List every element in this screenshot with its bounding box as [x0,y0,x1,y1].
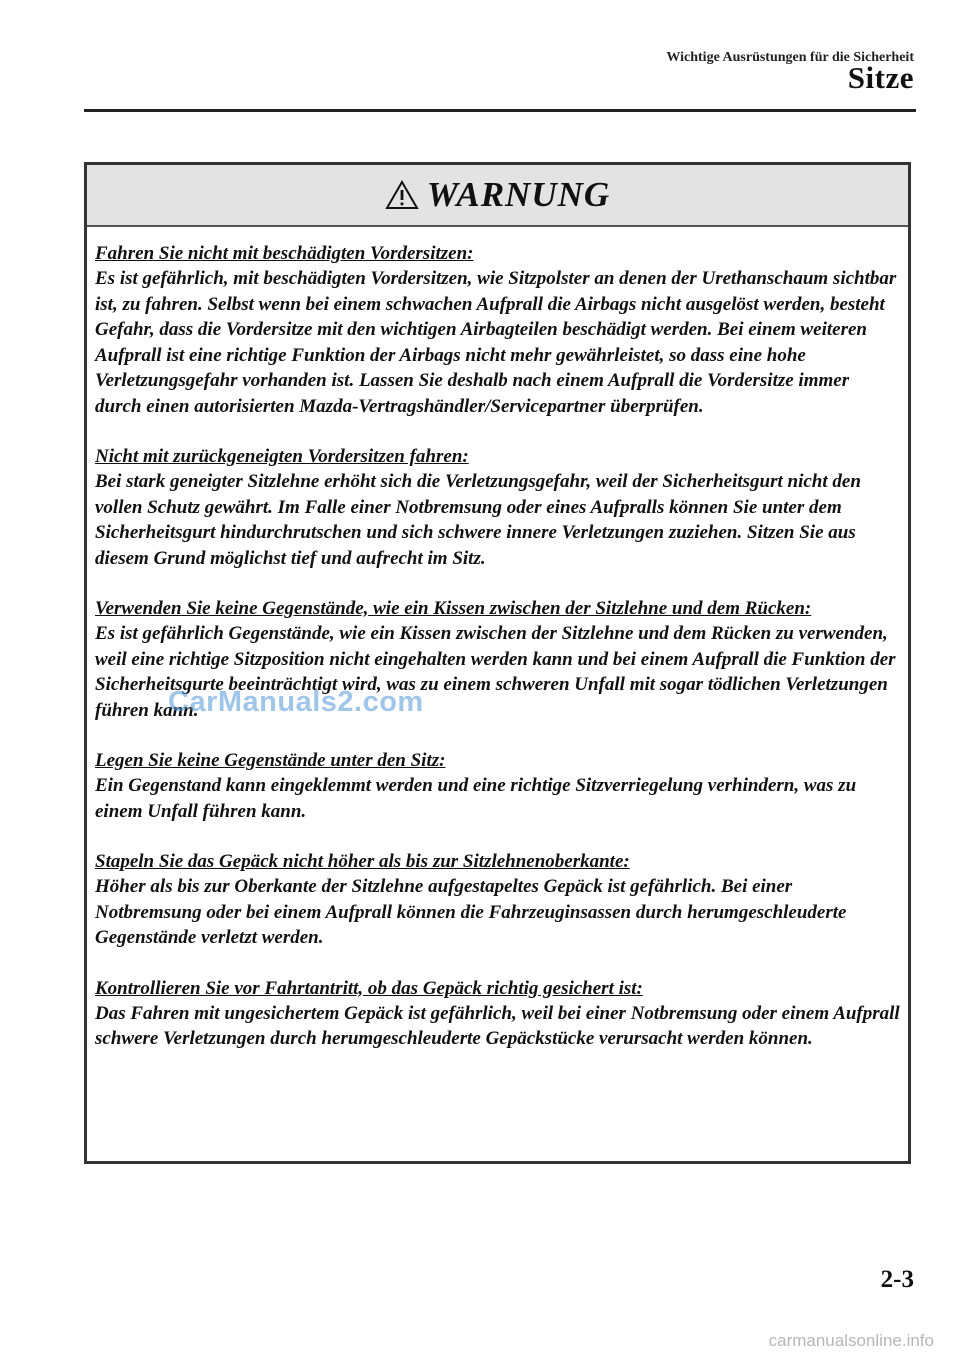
warning-item [95,849,900,951]
warning-box [84,162,911,1164]
page-number: 2-3 [880,1266,914,1293]
warning-item-text: Es ist gefährlich, mit beschädigten Vordersitzen, wie Sitzpolster an denen der Urethanschaum sichtbar ist, zu fahren. Selbst wenn bei einem schwachen Aufprall die Airbags nicht ausgelöst werden, besteht Gefahr, dass die Vordersitze mit den wichtigen Airbagteilen beschädigt werden. Bei einem weiteren Aufprall ist eine richtige Funktion der Airbags nicht mehr gewährleistet, so dass eine hohe Verletzungsgefahr vorhanden ist. Lassen Sie deshalb nach einem Aufprall die Vordersitze immer durch einen autorisierten Mazda-Vertragshändler/Servicepartner überprüfen. [95,268,897,417]
warning-item-text: Das Fahren mit ungesichertem Gepäck ist gefährlich, weil bei einer Notbremsung oder einem Aufprall schwere Verletzungen durch herumgeschleuderte Gepäckstücke verursacht werden können. [95,1002,900,1049]
warning-item [95,444,900,571]
warning-item-text: Ein Gegenstand kann eingeklemmt werden und eine richtige Sitzverriegelung verhindern, was zu einem Unfall führen kann. [95,775,857,822]
header-divider [84,109,916,112]
warning-body [87,227,908,1052]
footer-site-link[interactable]: carmanualsonline.info [768,1331,934,1350]
warning-item-heading: Verwenden Sie keine Gegenstände, wie ein Kissen zwischen der Sitzlehne und dem Rücken: [95,598,812,619]
warning-item [95,748,900,824]
warning-item [95,241,900,419]
warning-item [95,976,900,1052]
warning-item-heading: Fahren Sie nicht mit beschädigten Vordersitzen: [95,243,474,264]
warning-item-heading: Legen Sie keine Gegenstände unter den Sitz: [95,750,446,771]
warning-item-heading: Nicht mit zurückgeneigten Vordersitzen fahren: [95,446,469,467]
watermark: CarManuals2.com [168,686,424,718]
warning-item-heading: Kontrollieren Sie vor Fahrtantritt, ob das Gepäck richtig gesichert ist: [95,977,643,999]
page-title: Sitze [847,60,914,95]
warning-triangle-icon [385,180,419,210]
warning-title: WARNUNG [426,175,611,214]
warning-header [87,165,908,227]
warning-item-heading: Stapeln Sie das Gepäck nicht höher als bis zur Sitzlehnenoberkante: [95,851,630,872]
warning-item-text: Bei stark geneigter Sitzlehne erhöht sich die Verletzungsgefahr, weil der Sicherheitsgurt nicht den vollen Schutz gewährt. Im Falle einer Notbremsung oder eines Aufpralls können Sie unter dem Sicherheitsgurt hindurchrutschen und sich schwere innere Verletzungen zuziehen. Sitzen Sie aus diesem Grund möglichst tief und aufrecht im Sitz. [95,471,861,569]
section-title: Wichtige Ausrüstungen für die Sicherheit [666,50,914,65]
warning-item-text: Höher als bis zur Oberkante der Sitzlehne aufgestapeltes Gepäck ist gefährlich. Bei einer Notbremsung oder bei einem Aufprall können die Fahrzeuginsassen durch herumgeschleuderte Gegenstände verletzt werden. [95,876,847,948]
warning-item-text: Es ist gefährlich Gegenstände, wie ein Kissen zwischen der Sitzlehne und dem Rücken zu verwenden, weil eine richtige Sitzposition nicht eingehalten werden kann und bei einem Aufprall die Funktion der Sicherheitsgurte beeinträchtigt wird, was zu einem schweren Unfall mit sogar tödlichen Verletzungen führen kann. [95,623,896,721]
